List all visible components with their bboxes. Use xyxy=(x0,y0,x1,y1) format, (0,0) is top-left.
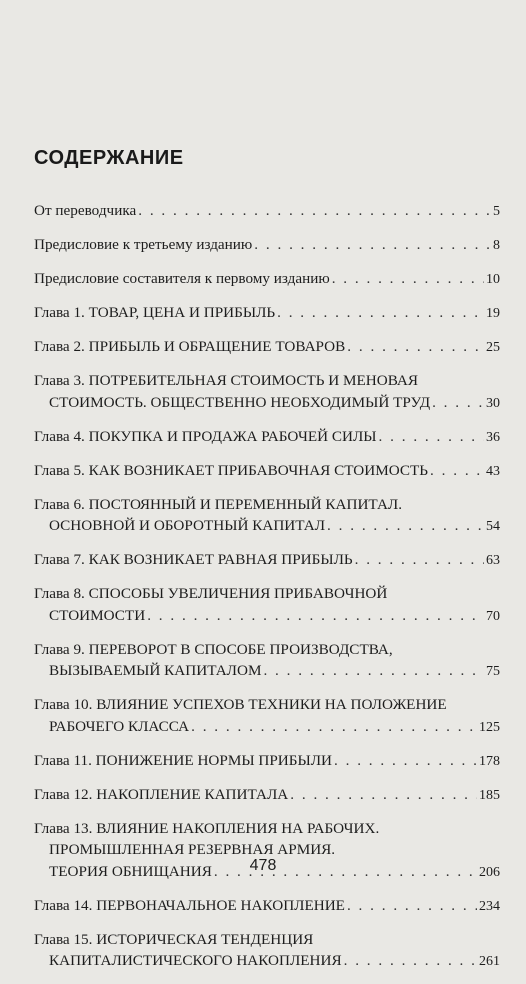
dot-leader xyxy=(379,426,484,448)
toc-entry[interactable] xyxy=(34,370,500,414)
dot-leader xyxy=(277,302,484,324)
toc-entry-title: Глава 9. ПЕРЕВОРОТ В СПОСОБЕ ПРОИЗВОДСТВА, xyxy=(34,640,393,658)
toc-entry-line xyxy=(34,716,500,739)
dot-leader xyxy=(430,460,484,482)
toc-entry[interactable] xyxy=(34,460,500,483)
dot-leader xyxy=(347,895,477,917)
toc-entry-title: Предисловие составителя к первому изданию xyxy=(34,270,330,287)
dot-leader xyxy=(263,660,484,682)
toc-entry-title: Глава 10. ВЛИЯНИЕ УСПЕХОВ ТЕХНИКИ НА ПОЛОЖЕНИЕ xyxy=(34,696,447,713)
dot-leader xyxy=(147,605,484,627)
toc-entry-line xyxy=(34,895,500,918)
toc-entry-line xyxy=(34,268,500,291)
toc-entry-title: ПРОМЫШЛЕННАЯ РЕЗЕРВНАЯ АРМИЯ. xyxy=(49,841,336,858)
toc-page-number: 185 xyxy=(479,787,500,803)
toc-page-number: 36 xyxy=(486,429,500,445)
toc-page-number: 234 xyxy=(479,898,500,914)
toc-entry-line xyxy=(34,460,500,483)
toc-entry-title: Глава 8. СПОСОБЫ УВЕЛИЧЕНИЯ ПРИБАВОЧНОЙ xyxy=(34,585,388,602)
toc-entry-title: КАПИТАЛИСТИЧЕСКОГО НАКОПЛЕНИЯ xyxy=(49,952,342,969)
toc-entry[interactable] xyxy=(34,784,500,807)
page-number: 478 xyxy=(249,857,277,874)
dot-leader xyxy=(332,268,484,290)
toc-entry[interactable] xyxy=(34,268,500,291)
toc-entry-line xyxy=(34,200,500,223)
toc-entry-line xyxy=(34,426,500,449)
toc-page-number: 70 xyxy=(486,608,500,624)
dot-leader xyxy=(191,716,477,738)
toc-entry-line xyxy=(34,494,500,516)
toc-entry-line xyxy=(34,784,500,807)
toc-entry-title: СТОИМОСТЬ. ОБЩЕСТВЕННО НЕОБХОДИМЫЙ ТРУД xyxy=(49,393,431,411)
toc-entry[interactable] xyxy=(34,895,500,918)
toc-entry-line xyxy=(34,302,500,325)
toc-entry-title: Глава 7. КАК ВОЗНИКАЕТ РАВНАЯ ПРИБЫЛЬ xyxy=(34,551,353,568)
toc-entry-line xyxy=(34,583,500,605)
dot-leader xyxy=(347,336,484,358)
toc-entry[interactable] xyxy=(34,583,500,627)
dot-leader xyxy=(344,950,477,972)
toc-page-number: 8 xyxy=(493,238,500,253)
toc-entry-title: Глава 3. ПОТРЕБИТЕЛЬНАЯ СТОИМОСТЬ И МЕНОВАЯ xyxy=(34,372,418,389)
toc-entry[interactable] xyxy=(34,639,500,683)
toc-entry-line xyxy=(34,639,500,661)
toc-entry-line xyxy=(34,694,500,716)
toc-entry-title: СТОИМОСТИ xyxy=(49,606,146,624)
toc-entry-line xyxy=(34,950,500,973)
toc-entry-title: Глава 15. ИСТОРИЧЕСКАЯ ТЕНДЕНЦИЯ xyxy=(34,930,314,948)
dot-leader xyxy=(327,515,484,537)
toc-entry[interactable] xyxy=(34,694,500,738)
toc-page-number: 63 xyxy=(486,553,500,568)
dot-leader xyxy=(254,234,491,256)
toc-entry-line xyxy=(34,750,500,773)
toc-page-number: 206 xyxy=(479,864,500,880)
toc-entry-title: Глава 11. ПОНИЖЕНИЕ НОРМЫ ПРИБЫЛИ xyxy=(34,751,332,769)
toc-entry-line xyxy=(34,234,500,257)
toc-entry-line xyxy=(34,515,500,538)
toc-entry-title: Глава 5. КАК ВОЗНИКАЕТ ПРИБАВОЧНАЯ СТОИМОСТЬ xyxy=(34,461,429,479)
toc-entry[interactable] xyxy=(34,234,500,257)
toc-page-number: 261 xyxy=(479,954,500,969)
toc-page-number: 10 xyxy=(486,272,500,287)
toc-entry-title: РАБОЧЕГО КЛАССА xyxy=(49,717,190,735)
dot-leader xyxy=(290,784,477,806)
toc-entry-title: ТЕОРИЯ ОБНИЩАНИЯ xyxy=(49,862,212,880)
toc-entry-title: Глава 13. ВЛИЯНИЕ НАКОПЛЕНИЯ НА РАБОЧИХ. xyxy=(34,819,380,837)
dot-leader xyxy=(138,200,491,222)
toc-page-number: 43 xyxy=(486,463,500,479)
toc-page-number: 25 xyxy=(486,340,500,355)
toc-entry[interactable] xyxy=(34,200,500,223)
toc-page-number: 125 xyxy=(479,719,500,735)
toc-page-number: 178 xyxy=(479,753,500,769)
toc-entry[interactable] xyxy=(34,929,500,973)
toc-entry-title: От переводчика xyxy=(34,202,137,219)
toc-entry-title: Глава 1. ТОВАР, ЦЕНА И ПРИБЫЛЬ xyxy=(34,304,276,321)
dot-leader xyxy=(432,392,484,414)
dot-leader xyxy=(355,549,484,571)
dot-leader xyxy=(334,750,477,772)
toc-entry-line xyxy=(34,336,500,359)
toc-entry[interactable] xyxy=(34,302,500,325)
toc-page-number: 30 xyxy=(486,395,500,411)
toc-page-number: 54 xyxy=(486,519,500,534)
toc-page-number: 19 xyxy=(486,306,500,321)
toc-entry-title: Глава 12. НАКОПЛЕНИЕ КАПИТАЛА xyxy=(34,785,289,803)
toc-entry-line xyxy=(34,660,500,683)
toc-entry-title: Глава 14. ПЕРВОНАЧАЛЬНОЕ НАКОПЛЕНИЕ xyxy=(34,896,345,914)
toc-entry-title: ОСНОВНОЙ И ОБОРОТНЫЙ КАПИТАЛ xyxy=(49,517,326,534)
toc-page-number: 75 xyxy=(486,664,500,679)
toc-entry-title: Предисловие к третьему изданию xyxy=(34,236,253,253)
toc-page-number: 5 xyxy=(493,204,500,219)
toc-entry[interactable] xyxy=(34,426,500,449)
toc-entry[interactable] xyxy=(34,494,500,538)
toc-entry-title: Глава 6. ПОСТОЯННЫЙ И ПЕРЕМЕННЫЙ КАПИТАЛ. xyxy=(34,495,403,513)
toc-entry-line xyxy=(34,370,500,392)
toc-entry-title: Глава 4. ПОКУПКА И ПРОДАЖА РАБОЧЕЙ СИЛЫ xyxy=(34,427,377,445)
toc-entry-line xyxy=(34,605,500,628)
toc-entry[interactable] xyxy=(34,336,500,359)
toc-entry-title: Глава 2. ПРИБЫЛЬ И ОБРАЩЕНИЕ ТОВАРОВ xyxy=(34,338,346,355)
toc-entry-line xyxy=(34,929,500,951)
toc-entry-title: ВЫЗЫВАЕМЫЙ КАПИТАЛОМ xyxy=(49,662,262,679)
toc-heading: СОДЕРЖАНИЕ xyxy=(34,147,184,169)
toc-entry-line xyxy=(34,392,500,415)
toc-entry[interactable] xyxy=(34,549,500,572)
toc-entry-line xyxy=(34,818,500,840)
toc-entry[interactable] xyxy=(34,750,500,773)
toc-entry-line xyxy=(34,549,500,572)
